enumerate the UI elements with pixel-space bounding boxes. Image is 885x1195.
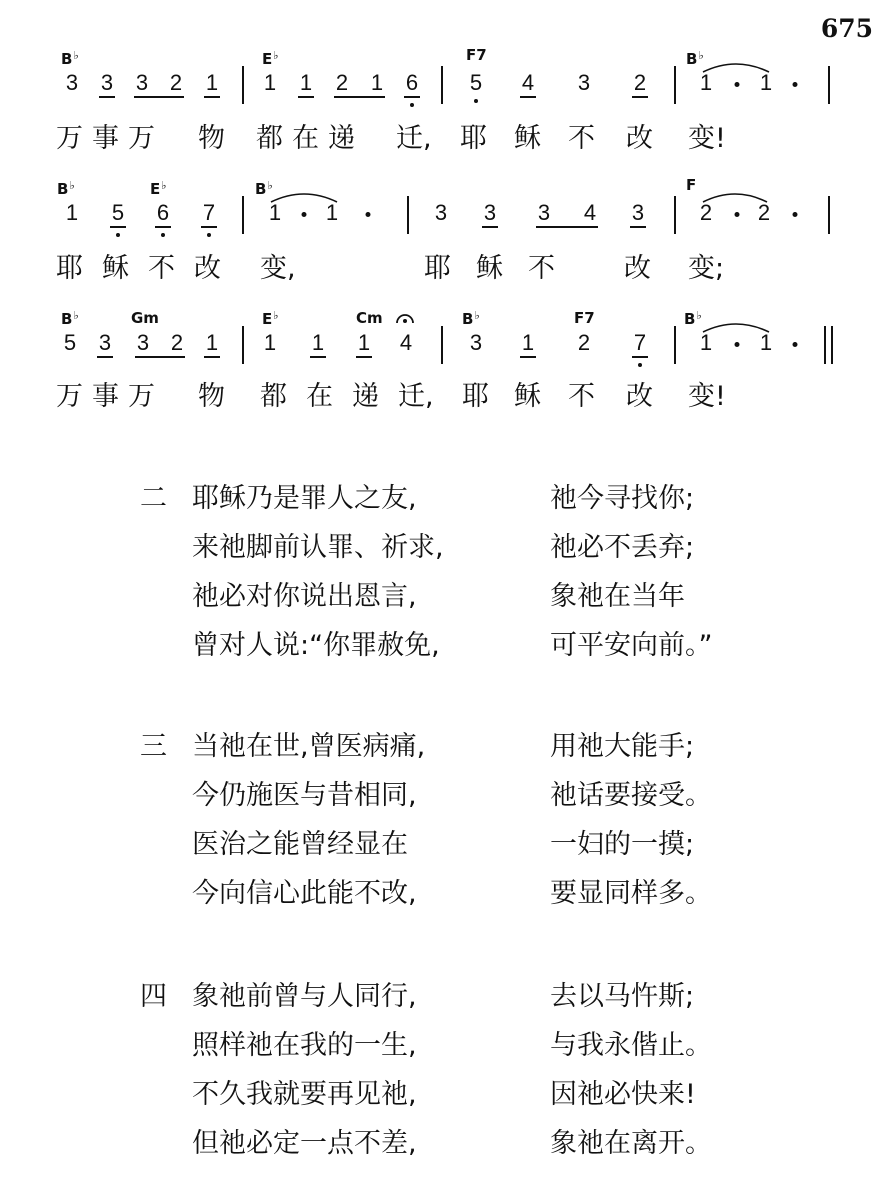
- verse-line: 不久我就要再见祂, 因祂必快来!: [192, 1079, 696, 1110]
- lyric-syllable: 事: [92, 123, 119, 154]
- underline: [135, 356, 185, 358]
- octave-dot: [161, 233, 165, 237]
- note: 1: [311, 330, 325, 355]
- lyric-syllable: 变!: [688, 123, 726, 154]
- augmentation-dot: [793, 342, 798, 347]
- fermata-icon: [395, 309, 415, 325]
- note: 1: [263, 330, 277, 355]
- page-number: 675: [820, 14, 873, 43]
- lyric-syllable: 迁,: [396, 123, 432, 154]
- chord: E♭: [262, 49, 279, 68]
- note: 4: [399, 330, 413, 355]
- final-barline: [824, 326, 826, 364]
- underline: [632, 356, 648, 358]
- note: 5: [469, 70, 483, 95]
- barline: [441, 66, 443, 104]
- chord: Gm: [131, 309, 159, 327]
- note: 1: [699, 330, 713, 355]
- underline: [404, 96, 420, 98]
- verse-number: 四: [140, 981, 167, 1012]
- verse-line: 今仍施医与昔相同, 祂话要接受。: [192, 780, 712, 811]
- tie: [268, 188, 340, 204]
- barline: [674, 66, 676, 104]
- verse-number: 二: [140, 483, 167, 514]
- underline: [155, 226, 171, 228]
- note: 4: [583, 200, 597, 225]
- chord: B♭: [57, 179, 75, 198]
- lyric-syllable: 不: [148, 253, 175, 284]
- note: 1: [65, 200, 79, 225]
- chord: B♭: [684, 309, 702, 328]
- lyric-syllable: 物: [198, 381, 225, 412]
- note: 3: [135, 70, 149, 95]
- note: 1: [759, 70, 773, 95]
- chord: B♭: [686, 49, 704, 68]
- lyric-syllable: 耶: [460, 123, 487, 154]
- barline: [242, 196, 244, 234]
- underline: [97, 356, 113, 358]
- note: 1: [370, 70, 384, 95]
- note: 1: [325, 200, 339, 225]
- chord: Cm: [356, 309, 383, 327]
- lyric-syllable: 改: [626, 123, 653, 154]
- note: 6: [156, 200, 170, 225]
- note: 7: [633, 330, 647, 355]
- lyric-syllable: 万: [56, 381, 83, 412]
- chord: B♭: [255, 179, 273, 198]
- note: 5: [111, 200, 125, 225]
- augmentation-dot: [793, 82, 798, 87]
- note: 3: [483, 200, 497, 225]
- lyric-syllable: 稣: [514, 123, 541, 154]
- octave-dot: [116, 233, 120, 237]
- underline: [520, 96, 536, 98]
- note: 2: [170, 330, 184, 355]
- note: 1: [357, 330, 371, 355]
- lyric-syllable: 不: [568, 123, 595, 154]
- note: 1: [299, 70, 313, 95]
- lyric-syllable: 迁,: [398, 381, 434, 412]
- note: 2: [335, 70, 349, 95]
- verse-line: 祂必对你说出恩言, 象祂在当年: [192, 581, 685, 612]
- note: 1: [521, 330, 535, 355]
- chord: B♭: [462, 309, 480, 328]
- lyric-syllable: 不: [568, 381, 595, 412]
- augmentation-dot: [735, 212, 740, 217]
- chord: B♭: [61, 49, 79, 68]
- lyric-syllable: 稣: [514, 381, 541, 412]
- chord: F7: [466, 46, 487, 64]
- lyric-syllable: 递: [352, 381, 379, 412]
- chord: E♭: [262, 309, 279, 328]
- note: 1: [699, 70, 713, 95]
- lyric-syllable: 改: [194, 253, 221, 284]
- note: 4: [521, 70, 535, 95]
- underline: [536, 226, 598, 228]
- chord: F7: [574, 309, 595, 327]
- barline: [242, 66, 244, 104]
- barline: [441, 326, 443, 364]
- underline: [298, 96, 314, 98]
- note: 6: [405, 70, 419, 95]
- note: 3: [65, 70, 79, 95]
- verse-line: 象祂前曾与人同行, 去以马忤斯;: [192, 981, 695, 1012]
- lyric-syllable: 都: [260, 381, 287, 412]
- lyric-syllable: 事: [92, 381, 119, 412]
- note: 3: [469, 330, 483, 355]
- note: 2: [757, 200, 771, 225]
- augmentation-dot: [735, 82, 740, 87]
- underline: [134, 96, 184, 98]
- underline: [520, 356, 536, 358]
- verse-line: 医治之能曾经显在 一妇的一摸;: [192, 829, 695, 860]
- lyric-syllable: 不: [528, 253, 555, 284]
- verse-line: 当祂在世,曾医病痛, 用祂大能手;: [192, 731, 695, 762]
- barline: [828, 66, 830, 104]
- tie: [700, 58, 772, 74]
- verse-line: 照样祂在我的一生, 与我永偕止。: [192, 1030, 712, 1061]
- lyric-syllable: 递: [328, 123, 355, 154]
- verse-number: 三: [140, 731, 167, 762]
- underline: [482, 226, 498, 228]
- underline: [201, 226, 217, 228]
- note: 5: [63, 330, 77, 355]
- augmentation-dot: [302, 212, 307, 217]
- lyric-syllable: 物: [198, 123, 225, 154]
- tie: [700, 318, 772, 334]
- barline: [674, 196, 676, 234]
- lyric-syllable: 耶: [56, 253, 83, 284]
- octave-dot: [207, 233, 211, 237]
- note: 3: [577, 70, 591, 95]
- note: 1: [268, 200, 282, 225]
- barline: [242, 326, 244, 364]
- barline: [828, 196, 830, 234]
- note: 1: [263, 70, 277, 95]
- lyric-syllable: 万: [128, 123, 155, 154]
- underline: [632, 96, 648, 98]
- note: 2: [577, 330, 591, 355]
- note: 1: [205, 70, 219, 95]
- underline: [356, 356, 372, 358]
- lyric-syllable: 变;: [688, 253, 725, 284]
- augmentation-dot: [735, 342, 740, 347]
- underline: [630, 226, 646, 228]
- lyric-syllable: 耶: [462, 381, 489, 412]
- augmentation-dot: [793, 212, 798, 217]
- octave-dot: [638, 363, 642, 367]
- lyric-syllable: 耶: [424, 253, 451, 284]
- lyric-syllable: 稣: [476, 253, 503, 284]
- verse-line: 耶稣乃是罪人之友, 祂今寻找你;: [192, 483, 695, 514]
- verse-line: 今向信心此能不改, 要显同样多。: [192, 878, 712, 909]
- lyric-syllable: 在: [306, 381, 333, 412]
- lyric-syllable: 万: [128, 381, 155, 412]
- note: 1: [205, 330, 219, 355]
- note: 3: [537, 200, 551, 225]
- lyric-syllable: 变,: [260, 253, 296, 284]
- chord: B♭: [61, 309, 79, 328]
- barline: [674, 326, 676, 364]
- note: 2: [699, 200, 713, 225]
- note: 2: [169, 70, 183, 95]
- final-barline: [831, 326, 833, 364]
- octave-dot: [474, 99, 478, 103]
- lyric-syllable: 稣: [102, 253, 129, 284]
- octave-dot: [410, 103, 414, 107]
- note: 3: [136, 330, 150, 355]
- underline: [334, 96, 385, 98]
- verse-line: 曾对人说:“你罪赦免, 可平安向前。”: [192, 630, 713, 661]
- lyric-syllable: 万: [56, 123, 83, 154]
- note: 3: [100, 70, 114, 95]
- lyric-syllable: 都: [256, 123, 283, 154]
- lyric-syllable: 改: [626, 381, 653, 412]
- verse-line: 但祂必定一点不差, 象祂在离开。: [192, 1128, 712, 1159]
- note: 3: [434, 200, 448, 225]
- chord: E♭: [150, 179, 167, 198]
- tie: [700, 188, 770, 204]
- chord: F: [686, 176, 697, 194]
- lyric-syllable: 改: [624, 253, 651, 284]
- note: 3: [98, 330, 112, 355]
- note: 2: [633, 70, 647, 95]
- underline: [110, 226, 126, 228]
- note: 3: [631, 200, 645, 225]
- note: 7: [202, 200, 216, 225]
- lyric-syllable: 变!: [688, 381, 726, 412]
- lyric-syllable: 在: [292, 123, 319, 154]
- augmentation-dot: [366, 212, 371, 217]
- underline: [204, 96, 220, 98]
- underline: [204, 356, 220, 358]
- underline: [310, 356, 326, 358]
- note: 1: [759, 330, 773, 355]
- barline: [407, 196, 409, 234]
- underline: [99, 96, 115, 98]
- verse-line: 来祂脚前认罪、祈求, 祂必不丢弃;: [192, 532, 695, 563]
